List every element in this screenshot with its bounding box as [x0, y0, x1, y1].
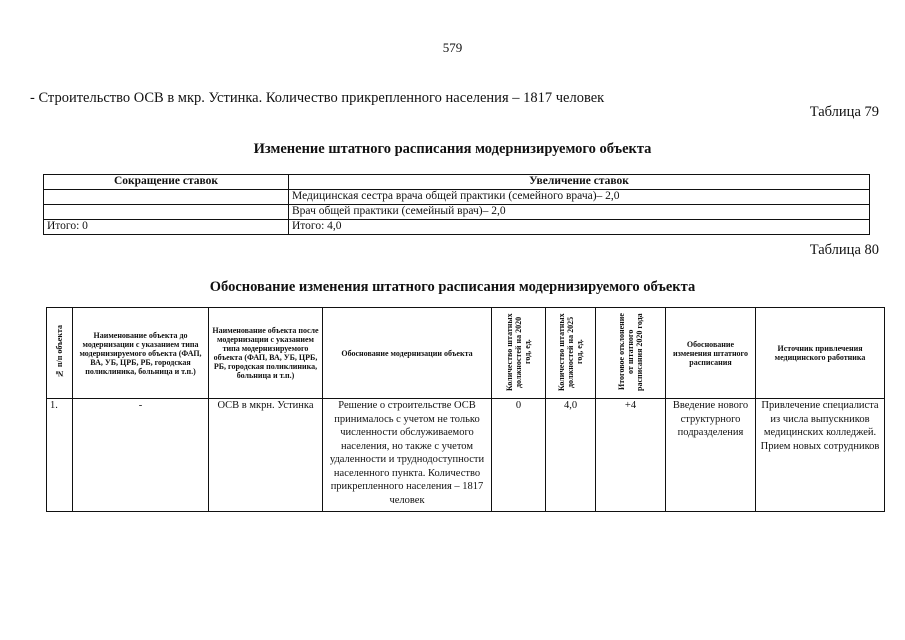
reduction-header: Сокращение ставок [44, 175, 289, 190]
staffing-justification-table [46, 307, 885, 512]
table-row [44, 205, 870, 220]
table-80-label: Таблица 80 [809, 242, 879, 258]
header-count-2025: Количество штатных должностей на 2025 год, ед. [546, 308, 596, 399]
increase-total: Итого: 4,0 [289, 220, 870, 235]
table-79-heading: Изменение штатного расписания модернизируемого объекта [253, 141, 652, 157]
count-2020-cell: 0 [492, 399, 546, 512]
table-header-row [44, 175, 870, 190]
reduction-cell [44, 205, 289, 220]
increase-header: Увеличение ставок [289, 175, 870, 190]
header-justification: Обоснование модернизации объекта [323, 308, 492, 399]
justification-cell: Решение о строительстве ОСВ принималось с учетом не только численности обслуживаемого населения, но также с учетом удаленности и труднодоступности населенного пункта. Количество прикрепленного населения – 1817 человек [323, 399, 492, 512]
increase-cell: Врач общей практики (семейный врач)– 2,0 [289, 205, 870, 220]
table-79-label: Таблица 79 [809, 104, 879, 120]
table-row [47, 399, 885, 512]
object-number: 1. [47, 399, 73, 512]
header-object-before: Наименование объекта до модернизации с указанием типа модернизируемого объекта (ФАП, ВА, УБ, ЦРБ, РБ, городская поликлиника, больница и т.п.) [73, 308, 209, 399]
page-number: 579 [442, 40, 463, 55]
total-row [44, 220, 870, 235]
reduction-total: Итого: 0 [44, 220, 289, 235]
header-source: Источник привлечения медицинского работника [756, 308, 885, 399]
header-count-2020: Количество штатных должностей на 2020 год, ед. [492, 308, 546, 399]
deviation-cell: +4 [596, 399, 666, 512]
object-after: ОСВ в мкрн. Устинка [209, 399, 323, 512]
staffing-change-table [43, 174, 870, 235]
count-2025-cell: 4,0 [546, 399, 596, 512]
source-cell: Привлечение специалиста из числа выпускников медицинских колледжей. Прием новых сотрудников [756, 399, 885, 512]
increase-cell: Медицинская сестра врача общей практики (семейного врача)– 2,0 [289, 190, 870, 205]
intro-line: - Строительство ОСВ в мкр. Устинка. Количество прикрепленного населения – 1817 человек [30, 90, 605, 106]
header-object-after: Наименование объекта после модернизации с указанием типа модернизируемого объекта (ФАП, ВА, УБ, ЦРБ, РБ, городская поликлиника, больница и т.п.) [209, 308, 323, 399]
object-before: - [73, 399, 209, 512]
header-object-number: № п/п объекта [47, 308, 73, 399]
reduction-cell [44, 190, 289, 205]
table-80-heading: Обоснование изменения штатного расписания модернизируемого объекта [209, 279, 696, 295]
change-reason-cell: Введение нового структурного подразделения [666, 399, 756, 512]
header-deviation: Итоговое отклонение от штатного расписания 2020 года [596, 308, 666, 399]
header-change-reason: Обоснование изменения штатного расписания [666, 308, 756, 399]
table-row [44, 190, 870, 205]
table-header-row [47, 308, 885, 399]
